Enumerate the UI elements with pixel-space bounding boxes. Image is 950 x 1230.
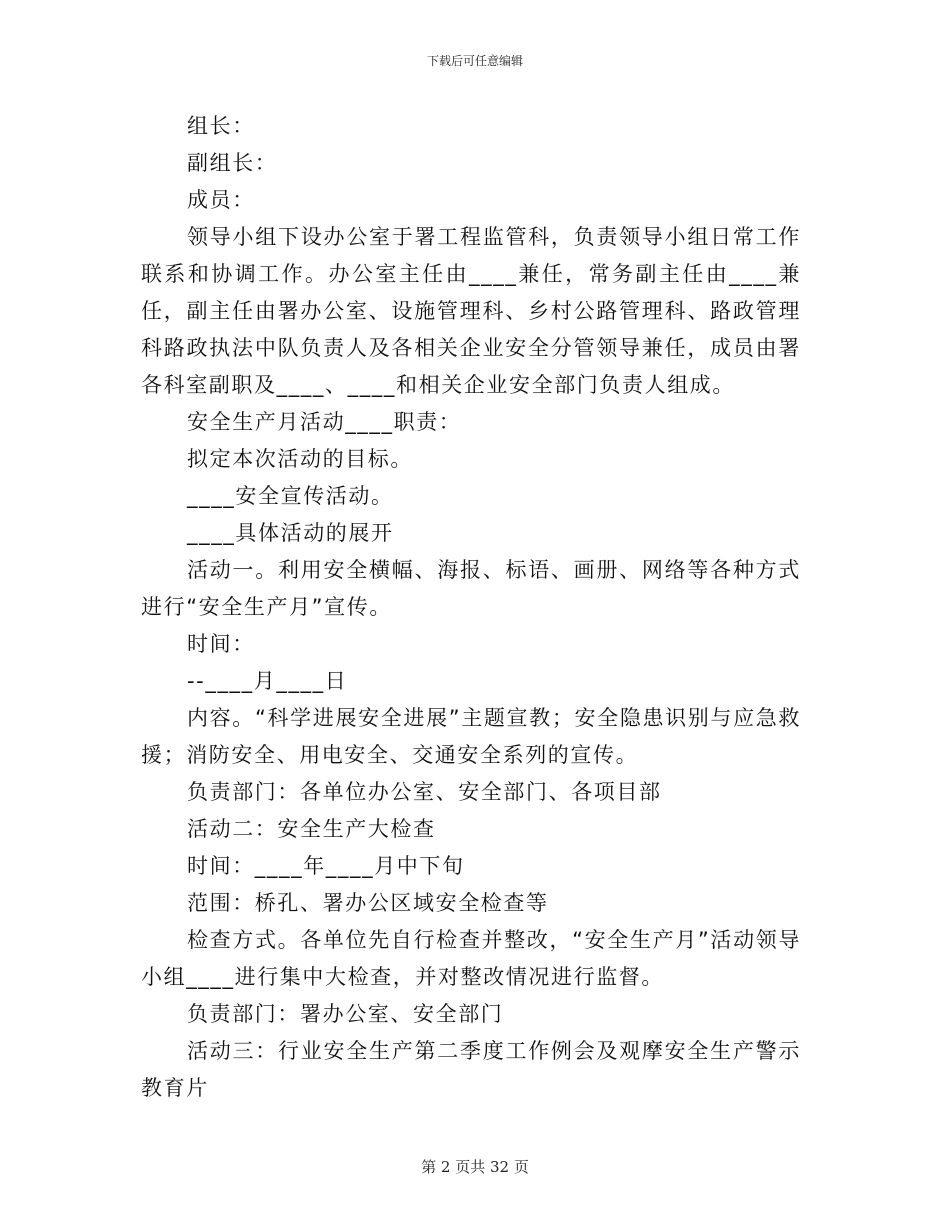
paragraph: 内容。“科学进展安全进展”主题宣教；安全隐患识别与应急救援；消防安全、用电安全、交通安全系列的宣传。	[141, 706, 801, 767]
paragraph: 时间：	[187, 632, 255, 656]
paragraph: ____安全宣传活动。	[187, 484, 394, 508]
paragraph: 活动二：安全生产大检查	[187, 817, 436, 841]
page-number-footer: 第 2 页共 32 页	[421, 1158, 529, 1176]
paragraph: ____具体活动的展开	[187, 521, 394, 545]
header-note: 下载后可任意编辑	[426, 54, 523, 68]
paragraph: 活动三：行业安全生产第二季度工作例会及观摩安全生产警示教育片	[141, 1039, 801, 1100]
paragraph: 组长：	[187, 114, 255, 138]
paragraph: 时间：____年____月中下旬	[187, 854, 465, 878]
paragraph: 负责部门：署办公室、安全部门	[187, 1002, 504, 1026]
paragraph: 副组长：	[187, 151, 278, 175]
document-body	[141, 108, 801, 1107]
paragraph: 活动一。利用安全横幅、海报、标语、画册、网络等各种方式进行“安全生产月”宣传。	[141, 558, 801, 619]
paragraph: 负责部门：各单位办公室、安全部门、各项目部	[187, 780, 662, 804]
paragraph: 安全生产月活动____职责：	[187, 410, 462, 434]
paragraph: 范围：桥孔、署办公区域安全检查等	[187, 891, 549, 915]
paragraph: 成员：	[187, 188, 255, 212]
paragraph: 检查方式。各单位先自行检查并整改，“安全生产月”活动领导小组____进行集中大检查，并对整改情况进行监督。	[141, 928, 801, 989]
paragraph: --____月____日	[187, 669, 348, 693]
paragraph: 拟定本次活动的目标。	[187, 447, 413, 471]
paragraph: 领导小组下设办公室于署工程监管科，负责领导小组日常工作联系和协调工作。办公室主任由____兼任，常务副主任由____兼任，副主任由署办公室、设施管理科、乡村公路管理科、路政管理科路政执法中队负责人及各相关企业安全分管领导兼任，成员由署各科室副职及____、____和相关企业安全部门负责人组成。	[141, 225, 801, 397]
